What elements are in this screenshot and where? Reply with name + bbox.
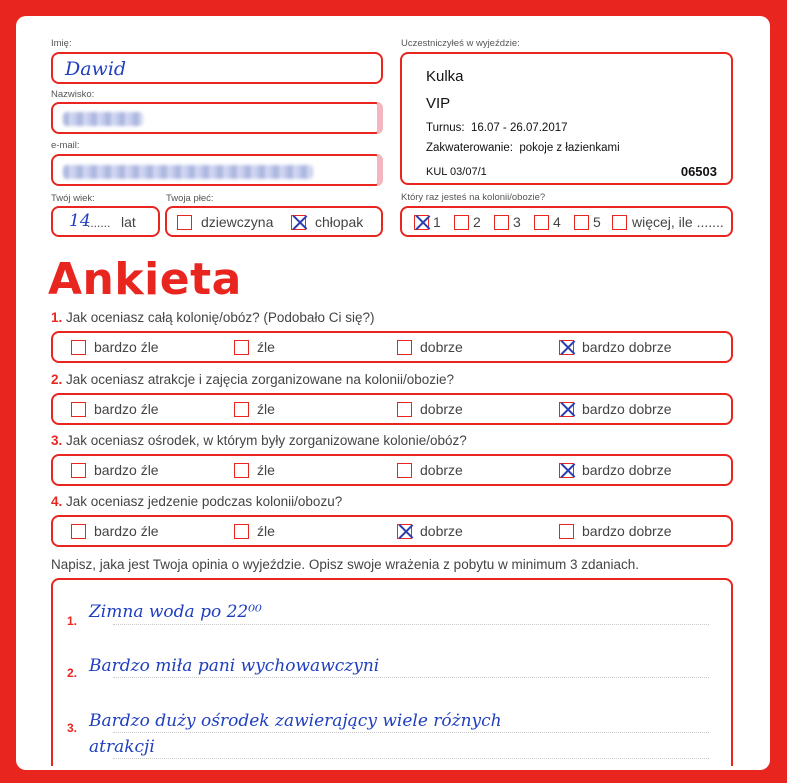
- gender-female-checkbox[interactable]: [177, 215, 192, 230]
- option-bardzo-zle[interactable]: [71, 333, 159, 361]
- times-2-label: 2: [473, 214, 481, 230]
- survey-sheet: [16, 16, 770, 770]
- trip-name: Kulka: [426, 68, 464, 85]
- option-label: dobrze: [420, 401, 463, 417]
- turnus-row: [426, 122, 568, 134]
- ruled-line: [113, 624, 709, 626]
- checkbox-checked[interactable]: [397, 524, 412, 539]
- trip-number: 06503: [680, 164, 717, 179]
- times-5-checkbox[interactable]: [574, 215, 589, 230]
- answer-number: 3.: [67, 721, 78, 735]
- email-label: e-mail:: [51, 140, 80, 151]
- option-label: źle: [257, 462, 275, 478]
- opinion-prompt: Napisz, jaka jest Twoja opinia o wyjeździe. Opisz swoje wrażenia z pobytu w minimum 3 zdaniach.: [51, 557, 640, 572]
- checkbox[interactable]: [71, 340, 86, 355]
- checkbox-checked[interactable]: [559, 463, 574, 478]
- option-label: bardzo dobrze: [582, 339, 672, 355]
- checkbox[interactable]: [234, 463, 249, 478]
- option-bardzo-zle[interactable]: [71, 517, 159, 545]
- option-zle[interactable]: [234, 517, 275, 545]
- checkbox[interactable]: [71, 402, 86, 417]
- age-label: Twój wiek:: [51, 193, 95, 204]
- question-3: [51, 433, 467, 448]
- checkbox[interactable]: [397, 402, 412, 417]
- times-1-label: 1: [433, 214, 441, 230]
- checkbox[interactable]: [71, 524, 86, 539]
- answer-continuation: atrakcji: [89, 737, 155, 757]
- times-field: [400, 206, 733, 237]
- question-number: 3.: [51, 433, 63, 448]
- checkbox[interactable]: [71, 463, 86, 478]
- survey-title: Ankieta: [48, 254, 242, 305]
- answer-number: 1.: [67, 614, 78, 628]
- option-label: źle: [257, 339, 275, 355]
- option-label: bardzo dobrze: [582, 401, 672, 417]
- checkbox[interactable]: [559, 524, 574, 539]
- option-label: dobrze: [420, 523, 463, 539]
- option-label: bardzo dobrze: [582, 462, 672, 478]
- times-5-label: 5: [593, 214, 601, 230]
- option-bardzo-dobrze[interactable]: [559, 456, 672, 484]
- option-label: bardzo źle: [94, 523, 159, 539]
- accommodation-value: pokoje z łazienkami: [519, 142, 620, 154]
- option-bardzo-dobrze[interactable]: [559, 517, 672, 545]
- option-zle[interactable]: [234, 456, 275, 484]
- answer-row-4: [51, 515, 733, 547]
- option-zle[interactable]: [234, 333, 275, 361]
- accommodation-label: Zakwaterowanie:: [426, 142, 513, 154]
- field-edge: [377, 102, 383, 134]
- age-value: 14: [69, 211, 91, 231]
- times-1-checkbox[interactable]: [414, 215, 429, 230]
- answer-row-1: [51, 331, 733, 363]
- gender-female-label: dziewczyna: [201, 214, 274, 230]
- opinion-box[interactable]: [51, 578, 733, 766]
- answer-text: Bardzo miła pani wychowawczyni: [89, 656, 380, 676]
- name-field[interactable]: [51, 52, 383, 84]
- times-3-label: 3: [513, 214, 521, 230]
- checkbox[interactable]: [234, 340, 249, 355]
- checkbox-checked[interactable]: [559, 402, 574, 417]
- times-more-checkbox[interactable]: [612, 215, 627, 230]
- ruled-line: [113, 758, 709, 760]
- option-zle[interactable]: [234, 395, 275, 423]
- checkbox[interactable]: [397, 463, 412, 478]
- option-dobrze[interactable]: [397, 517, 463, 545]
- redacted-surname: [63, 112, 143, 126]
- question-text: Jak oceniasz atrakcje i zajęcia zorganizowane na kolonii/obozie?: [66, 372, 455, 387]
- times-4-label: 4: [553, 214, 561, 230]
- question-text: Jak oceniasz całą kolonię/obóz? (Podobało Ci się?): [66, 310, 375, 325]
- checkbox[interactable]: [234, 524, 249, 539]
- question-number: 4.: [51, 494, 63, 509]
- times-label: Który raz jesteś na kolonii/obozie?: [401, 192, 546, 203]
- name-value: Dawid: [65, 58, 127, 80]
- surname-label: Nazwisko:: [51, 89, 95, 100]
- option-label: dobrze: [420, 339, 463, 355]
- turnus-label: Turnus:: [426, 122, 465, 134]
- checkbox[interactable]: [234, 402, 249, 417]
- field-edge: [377, 154, 383, 186]
- option-label: bardzo dobrze: [582, 523, 672, 539]
- trip-code: KUL 03/07/1: [426, 166, 487, 178]
- question-text: Jak oceniasz ośrodek, w którym były zorganizowane kolonie/obóz?: [66, 433, 467, 448]
- option-dobrze[interactable]: [397, 456, 463, 484]
- question-1: [51, 310, 374, 325]
- times-more-label: więcej, ile .......: [632, 214, 724, 230]
- answer-row-2: [51, 393, 733, 425]
- question-4: [51, 494, 342, 509]
- times-2-checkbox[interactable]: [454, 215, 469, 230]
- ruled-line: [113, 732, 709, 734]
- answer-text: Zimna woda po 22⁰⁰: [89, 602, 262, 622]
- question-number: 2.: [51, 372, 63, 387]
- question-2: [51, 372, 454, 387]
- question-number: 1.: [51, 310, 63, 325]
- accommodation-row: [426, 142, 620, 154]
- trip-type: VIP: [426, 95, 451, 112]
- age-field[interactable]: [51, 206, 160, 237]
- gender-male-checkbox[interactable]: [291, 215, 306, 230]
- option-bardzo-dobrze[interactable]: [559, 395, 672, 423]
- option-bardzo-zle[interactable]: [71, 395, 159, 423]
- gender-field: [165, 206, 383, 237]
- option-label: bardzo źle: [94, 462, 159, 478]
- option-bardzo-dobrze[interactable]: [559, 333, 672, 361]
- times-4-checkbox[interactable]: [534, 215, 549, 230]
- surname-field[interactable]: [51, 102, 383, 134]
- gender-male-label: chłopak: [315, 214, 364, 230]
- question-text: Jak oceniasz jedzenie podczas kolonii/obozu?: [66, 494, 343, 509]
- participant-label: Uczestniczyłeś w wyjeździe:: [401, 38, 520, 49]
- option-label: bardzo źle: [94, 401, 159, 417]
- gender-label: Twoja płeć:: [166, 193, 214, 204]
- age-dots: .......: [87, 216, 111, 230]
- ruled-line: [113, 677, 709, 679]
- option-label: źle: [257, 523, 275, 539]
- name-label: Imię:: [51, 38, 72, 49]
- answer-number: 2.: [67, 666, 78, 680]
- option-bardzo-zle[interactable]: [71, 456, 159, 484]
- email-field[interactable]: [51, 154, 383, 186]
- age-unit: lat: [121, 214, 136, 230]
- option-dobrze[interactable]: [397, 395, 463, 423]
- trip-card: [400, 52, 733, 185]
- option-label: bardzo źle: [94, 339, 159, 355]
- turnus-value: 16.07 - 26.07.2017: [470, 122, 568, 134]
- option-dobrze[interactable]: [397, 333, 463, 361]
- redacted-email: [63, 165, 313, 179]
- answer-row-3: [51, 454, 733, 486]
- checkbox-checked[interactable]: [559, 340, 574, 355]
- times-3-checkbox[interactable]: [494, 215, 509, 230]
- option-label: dobrze: [420, 462, 463, 478]
- answer-text: Bardzo duży ośrodek zawierający wiele różnych: [89, 711, 502, 731]
- option-label: źle: [257, 401, 275, 417]
- checkbox[interactable]: [397, 340, 412, 355]
